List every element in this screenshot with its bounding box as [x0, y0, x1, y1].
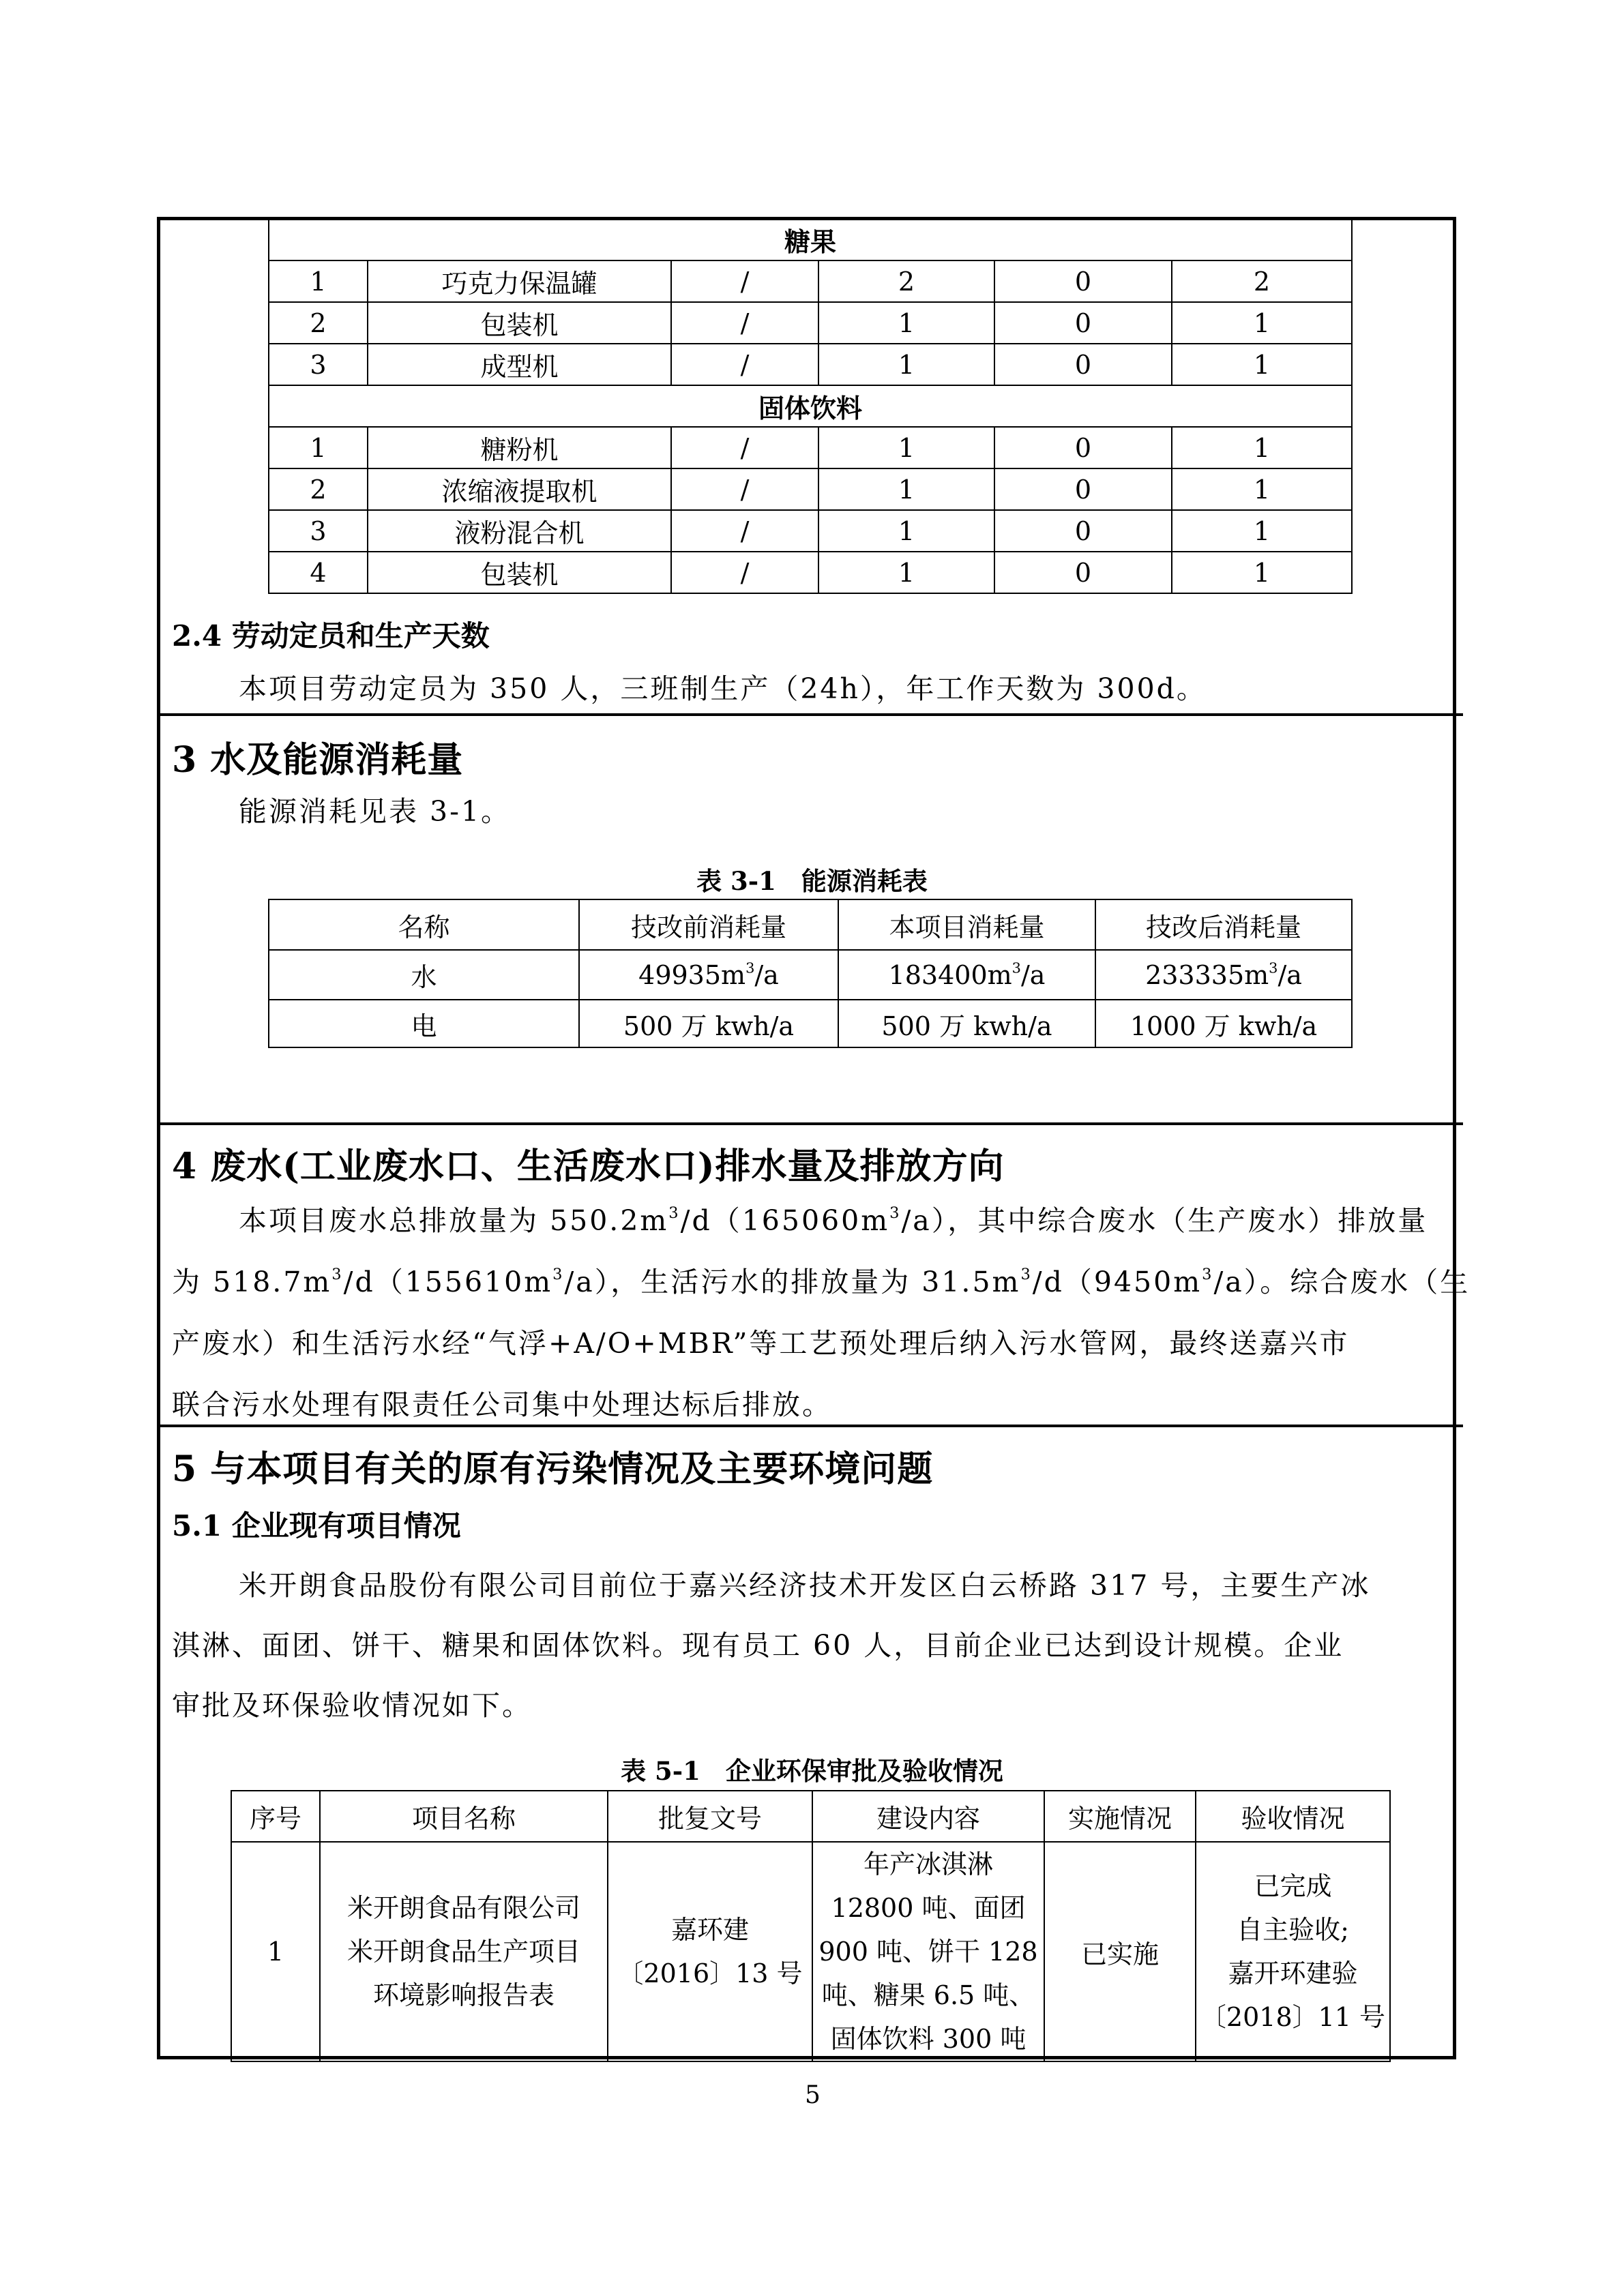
equipment-c-cell: 1: [1172, 427, 1352, 468]
table-header-row: [269, 899, 1352, 950]
equipment-spec-cell: /: [671, 260, 818, 302]
table-5-1-caption: 表 5-1 企业环保审批及验收情况: [621, 1756, 1003, 1786]
section-4-line: 联合污水处理有限责任公司集中处理达标后排放。: [172, 1388, 832, 1421]
group-header-row: [269, 385, 1352, 427]
equipment-spec-cell: /: [671, 427, 818, 468]
acceptance-line: 已完成: [1254, 1871, 1332, 1901]
equipment-no-cell: 1: [269, 427, 368, 468]
equipment-table: [268, 218, 1353, 594]
project-name-line: 米开朗食品有限公司: [346, 1893, 580, 1923]
energy-before-cell: 500 万 kwh/a: [579, 1000, 838, 1047]
section-4-line: 产废水）和生活污水经“气浮+A/O+MBR”等工艺预处理后纳入污水管网，最终送嘉兴市: [172, 1327, 1350, 1360]
header-cell: 项目名称: [320, 1791, 608, 1842]
section-2-4-heading: 2.4 劳动定员和生产天数: [172, 619, 490, 653]
equipment-a-cell: 1: [818, 302, 994, 344]
equipment-no-cell: 1: [269, 260, 368, 302]
equipment-a-cell: 1: [818, 510, 994, 552]
value: 49935: [638, 959, 722, 990]
approval-line: 嘉环建: [670, 1915, 749, 1945]
header-cell: 序号: [231, 1791, 320, 1842]
equipment-c-cell: 1: [1172, 344, 1352, 385]
header-cell: 技改前消耗量: [579, 899, 838, 950]
equipment-a-cell: 1: [818, 344, 994, 385]
equipment-name-cell: 巧克力保温罐: [368, 260, 671, 302]
unit: $m^3/a$: [721, 959, 779, 990]
equipment-c-cell: 1: [1172, 468, 1352, 510]
header-cell: 技改后消耗量: [1095, 899, 1352, 950]
approval-acceptance-table: [231, 1790, 1391, 2062]
section-5-heading: 5 与本项目有关的原有污染情况及主要环境问题: [172, 1448, 934, 1490]
equipment-name-cell: 液粉混合机: [368, 510, 671, 552]
equipment-b-cell: 0: [994, 302, 1172, 344]
table-row: [231, 1842, 1390, 2061]
group-name-cell: 糖果: [269, 219, 1352, 260]
section-4-line: 本项目废水总排放量为 $550.2m^3/d(165060m^3/a)$，其中综合废水（生产废水）排放量: [239, 1204, 1428, 1237]
equipment-spec-cell: /: [671, 344, 818, 385]
equipment-spec-cell: /: [671, 552, 818, 593]
energy-after-cell: [1095, 950, 1352, 1000]
equipment-b-cell: 0: [994, 427, 1172, 468]
header-cell: 验收情况: [1196, 1791, 1390, 1842]
table-3-1-caption: 表 3-1 能源消耗表: [696, 866, 928, 896]
equipment-name-cell: 包装机: [368, 302, 671, 344]
equipment-c-cell: 1: [1172, 510, 1352, 552]
energy-name-cell: 电: [269, 1000, 579, 1047]
content-line: 固体饮料 300 吨: [830, 2024, 1027, 2054]
equipment-spec-cell: /: [671, 302, 818, 344]
approval-line: 〔2016〕13 号: [617, 1958, 803, 1988]
energy-before-cell: [579, 950, 838, 1000]
value: 183400: [888, 959, 988, 990]
table-row: [269, 260, 1352, 302]
equipment-c-cell: 1: [1172, 302, 1352, 344]
header-cell: 名称: [269, 899, 579, 950]
approval-number-cell: [608, 1842, 812, 2061]
equipment-c-cell: 1: [1172, 552, 1352, 593]
equipment-name-cell: 浓缩液提取机: [368, 468, 671, 510]
equipment-no-cell: 2: [269, 302, 368, 344]
header-cell: 批复文号: [608, 1791, 812, 1842]
unit: $m^3/a$: [987, 959, 1046, 990]
equipment-no-cell: 3: [269, 510, 368, 552]
equipment-a-cell: 1: [818, 552, 994, 593]
section-4-heading: 4 废水(工业废水口、生活废水口)排水量及排放方向: [172, 1146, 1005, 1187]
table-row: [269, 302, 1352, 344]
section-5-line: 审批及环保验收情况如下。: [172, 1689, 532, 1722]
equipment-b-cell: 0: [994, 344, 1172, 385]
energy-project-cell: 500 万 kwh/a: [838, 1000, 1095, 1047]
energy-project-cell: [838, 950, 1095, 1000]
equipment-no-cell: 4: [269, 552, 368, 593]
group-header-row: [269, 219, 1352, 260]
section-divider: [157, 1122, 1463, 1125]
table-row: [269, 552, 1352, 593]
row-number-cell: 1: [231, 1842, 320, 2061]
section-3-paragraph: 能源消耗见表 3-1。: [239, 795, 512, 828]
project-name-line: 环境影响报告表: [372, 1980, 555, 2010]
equipment-name-cell: 包装机: [368, 552, 671, 593]
table-header-row: [231, 1791, 1390, 1842]
equipment-spec-cell: /: [671, 510, 818, 552]
table-row: [269, 950, 1352, 1000]
section-5-line: 淇淋、面团、饼干、糖果和固体饮料。现有员工 60 人，目前企业已达到设计规模。企业: [172, 1629, 1344, 1662]
content-line: 年产冰淇淋: [863, 1849, 993, 1879]
section-3-heading: 3 水及能源消耗量: [172, 739, 464, 781]
acceptance-line: 嘉开环建验: [1228, 1958, 1358, 1988]
equipment-b-cell: 0: [994, 260, 1172, 302]
equipment-b-cell: 0: [994, 510, 1172, 552]
section-5-line: 米开朗食品股份有限公司目前位于嘉兴经济技术开发区白云桥路 317 号，主要生产冰: [239, 1569, 1371, 1602]
content-line: 12800 吨、面团: [831, 1893, 1026, 1923]
equipment-b-cell: 0: [994, 468, 1172, 510]
header-cell: 建设内容: [812, 1791, 1044, 1842]
acceptance-line: 自主验收;: [1237, 1915, 1349, 1945]
table-row: [269, 427, 1352, 468]
equipment-no-cell: 3: [269, 344, 368, 385]
equipment-c-cell: 2: [1172, 260, 1352, 302]
table-row: [269, 344, 1352, 385]
unit: $m^3/a$: [1244, 959, 1302, 990]
content-line: 900 吨、饼干 128: [818, 1937, 1038, 1967]
value: 233335: [1145, 959, 1245, 990]
page-number: 5: [805, 2081, 821, 2109]
project-name-line: 米开朗食品生产项目: [346, 1937, 580, 1967]
acceptance-line: 〔2018〕11 号: [1200, 2002, 1386, 2032]
content-line: 吨、糖果 6.5 吨、: [821, 1980, 1035, 2010]
section-5-1-heading: 5.1 企业现有项目情况: [172, 1509, 461, 1542]
table-row: [269, 510, 1352, 552]
equipment-a-cell: 1: [818, 427, 994, 468]
section-2-4-paragraph: 本项目劳动定员为 350 人，三班制生产（24h），年工作天数为 300d。: [239, 672, 1207, 705]
header-cell: 本项目消耗量: [838, 899, 1095, 950]
table-row: [269, 468, 1352, 510]
equipment-a-cell: 2: [818, 260, 994, 302]
group-name-cell: 固体饮料: [269, 385, 1352, 427]
equipment-name-cell: 糖粉机: [368, 427, 671, 468]
equipment-spec-cell: /: [671, 468, 818, 510]
header-cell: 实施情况: [1044, 1791, 1196, 1842]
equipment-b-cell: 0: [994, 552, 1172, 593]
implementation-status-cell: 已实施: [1044, 1842, 1196, 2061]
equipment-a-cell: 1: [818, 468, 994, 510]
table-row: [269, 1000, 1352, 1047]
energy-consumption-table: [268, 899, 1353, 1048]
acceptance-status-cell: [1196, 1842, 1390, 2061]
energy-after-cell: 1000 万 kwh/a: [1095, 1000, 1352, 1047]
energy-name-cell: 水: [269, 950, 579, 1000]
equipment-name-cell: 成型机: [368, 344, 671, 385]
construction-content-cell: [812, 1842, 1044, 2061]
project-name-cell: [320, 1842, 608, 2061]
equipment-no-cell: 2: [269, 468, 368, 510]
section-4-line: 为 $518.7m^3/d(155610m^3/a)$，生活污水的排放量为 $31.5m^3/d(9450m^3/a)$。综合废水（生: [172, 1265, 1471, 1298]
